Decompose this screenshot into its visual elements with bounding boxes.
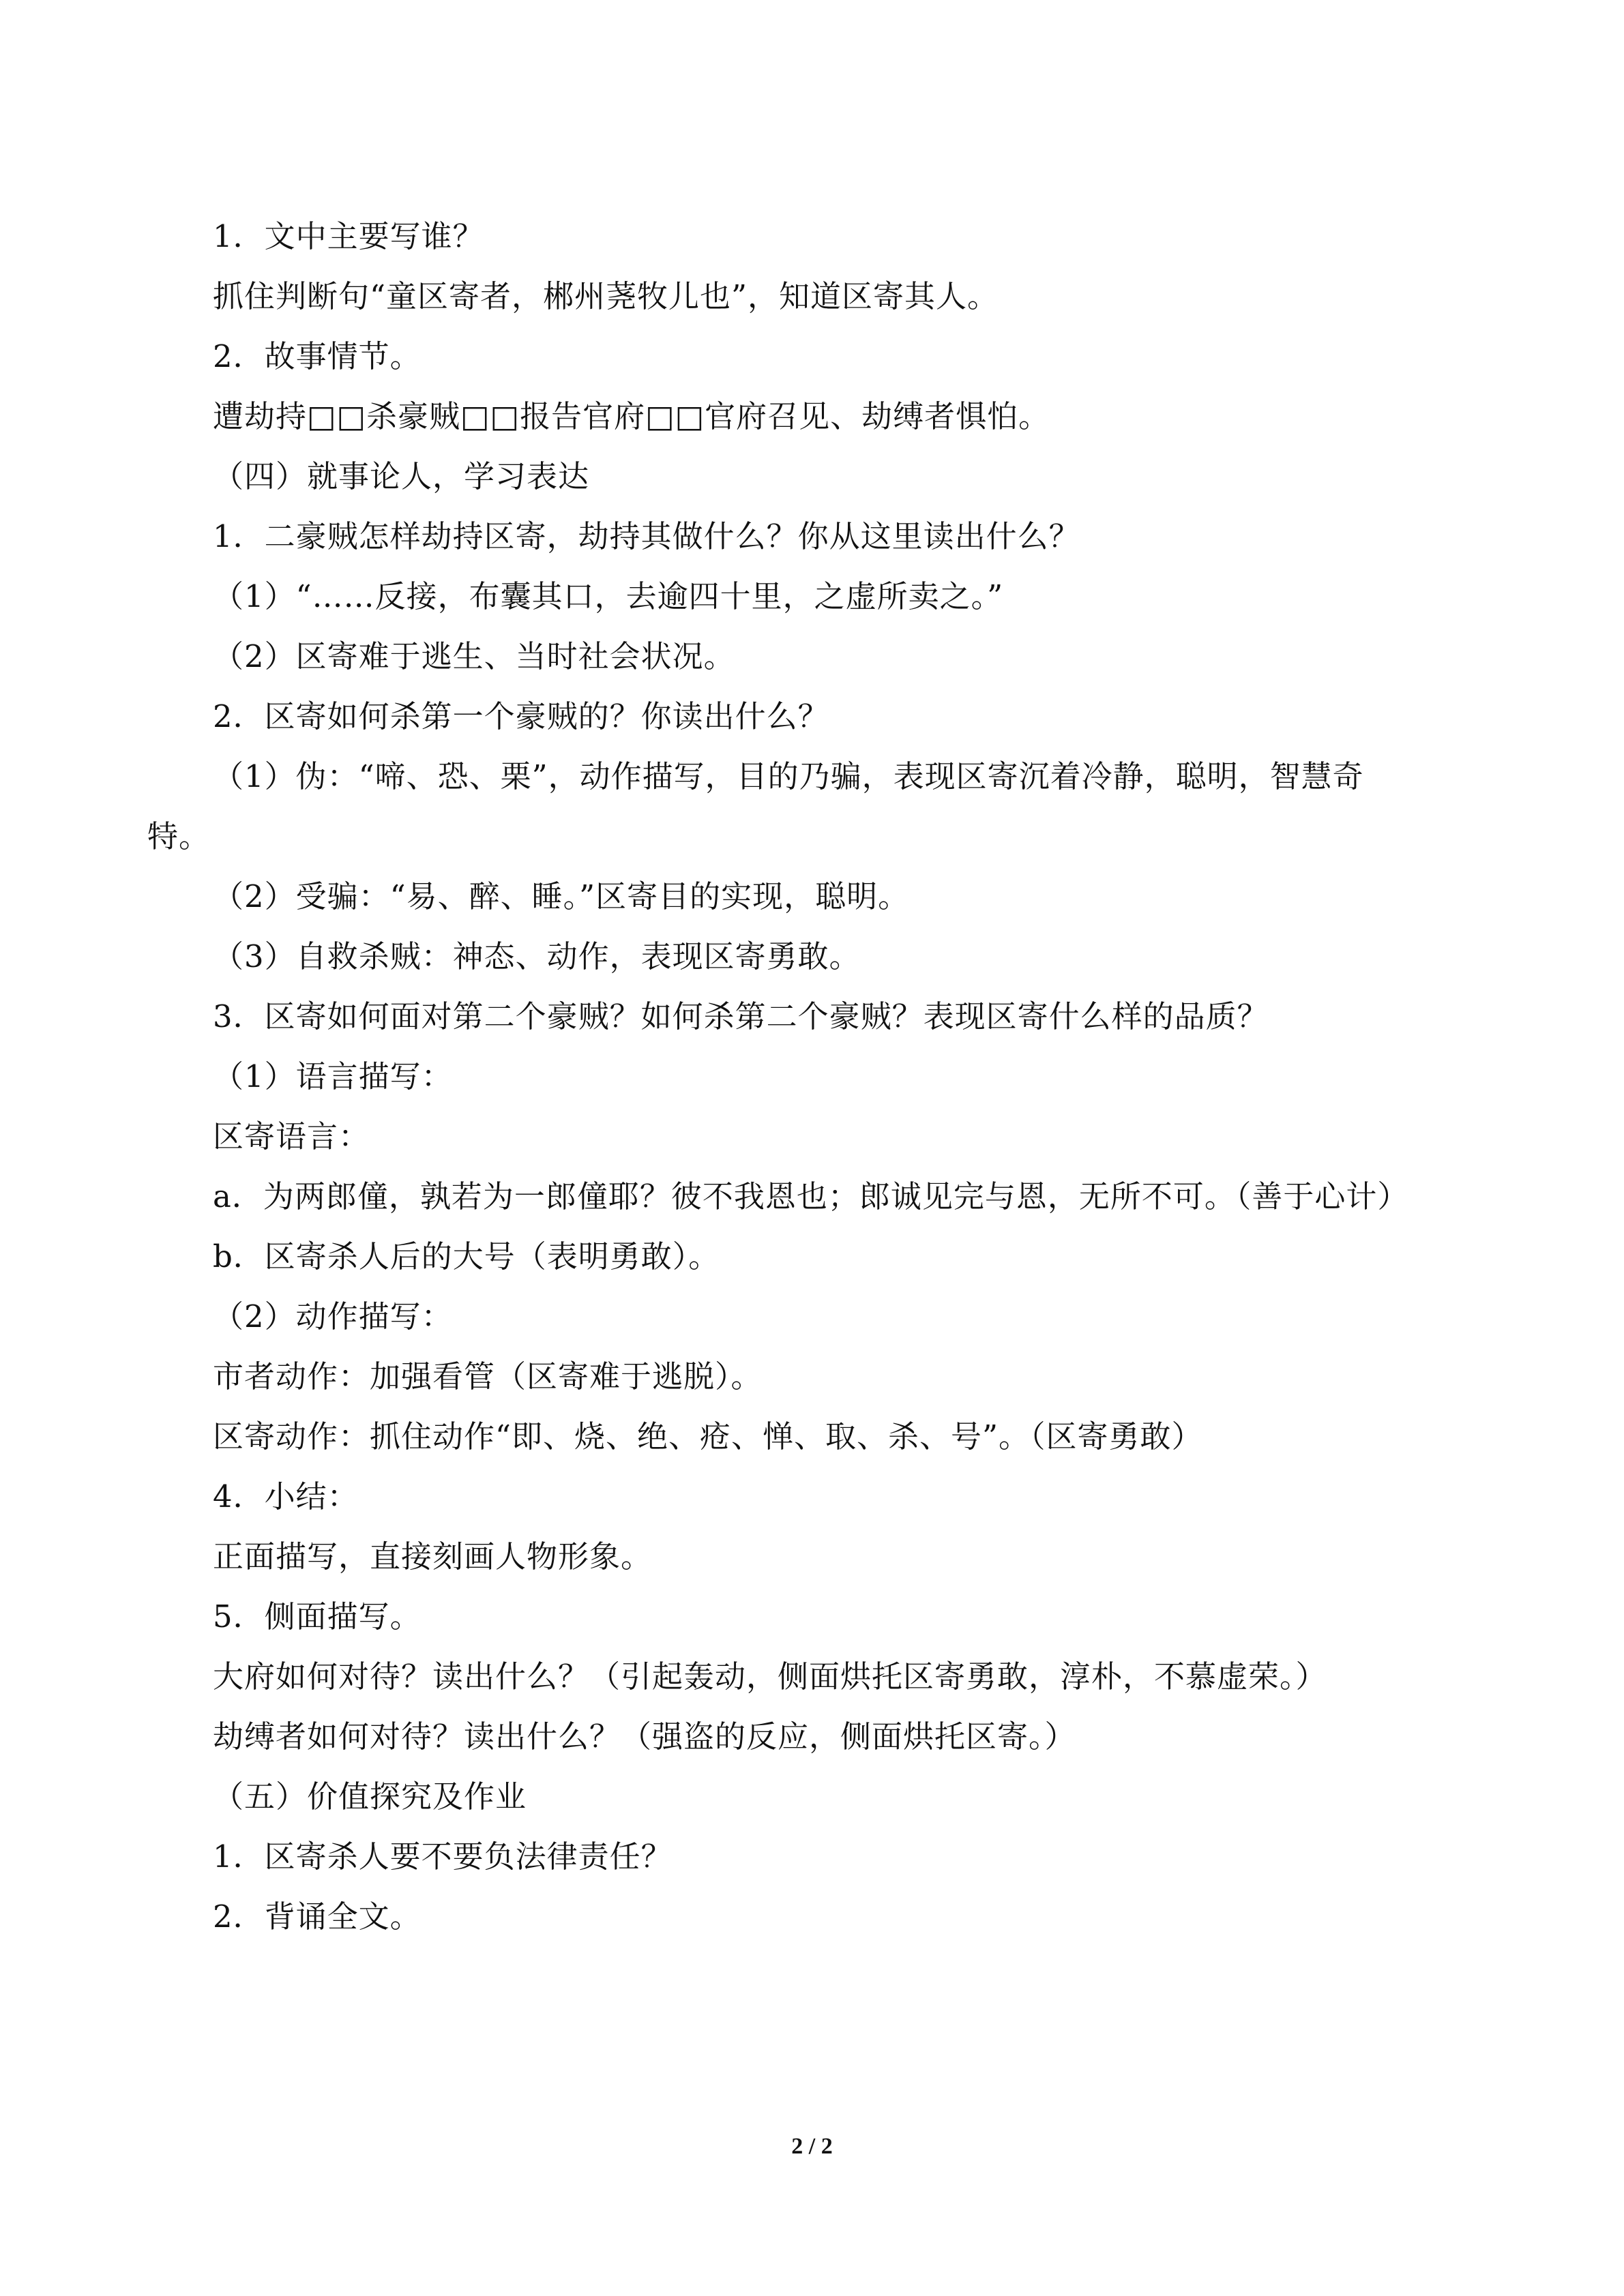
text-line: （2）区寄难于逃生、当时社会状况。	[213, 638, 735, 674]
text-line: （1）伪：“啼、恐、栗”，动作描写，目的乃骗，表现区寄沉着冷静，聪明，智慧奇	[213, 758, 1364, 794]
text-line: 2．区寄如何杀第一个豪贼的？你读出什么？	[213, 698, 829, 734]
section-heading: （四）就事论人，学习表达	[213, 458, 590, 494]
text-line: 区寄语言：	[213, 1118, 370, 1154]
text-line: 4．小结：	[213, 1478, 359, 1515]
text-line: （2）动作描写：	[213, 1298, 453, 1335]
page-number: 2 / 2	[791, 2134, 833, 2159]
text-line: （1）语言描写：	[213, 1058, 453, 1094]
text-line: 大府如何对待？读出什么？（引起轰动，侧面烘托区寄勇敢，淳朴，不慕虚荣。）	[213, 1658, 1327, 1695]
text-line: （2）受骗：“易、醉、睡。”区寄目的实现，聪明。	[213, 878, 910, 914]
text-line: 3．区寄如何面对第二个豪贼？如何杀第二个豪贼？表现区寄什么样的品质？	[213, 998, 1269, 1034]
text-line: 1．区寄杀人要不要负法律责任？	[213, 1838, 673, 1875]
text-line: 5．侧面描写。	[213, 1598, 422, 1635]
text-line: （1）“……反接，布囊其口，去逾四十里，之虚所卖之。”	[213, 578, 1004, 614]
text-line: 区寄动作：抓住动作“即、烧、绝、疮、惮、取、杀、号”。（区寄勇敢）	[213, 1418, 1203, 1455]
text-line: 抓住判断句“童区寄者，郴州荛牧儿也”，知道区寄其人。	[213, 278, 999, 314]
text-line: 正面描写，直接刻画人物形象。	[213, 1538, 653, 1575]
text-line-continuation: 特。	[147, 818, 211, 854]
text-line: 2．背诵全文。	[213, 1898, 422, 1935]
text-line: 遭劫持□□杀豪贼□□报告官府□□官府召见、劫缚者惧怕。	[213, 398, 1050, 434]
text-line: （3）自救杀贼：神态、动作，表现区寄勇敢。	[213, 938, 861, 974]
text-line: 1．二豪贼怎样劫持区寄，劫持其做什么？你从这里读出什么？	[213, 518, 1080, 554]
text-line: 1．文中主要写谁？	[213, 218, 484, 254]
text-line: 劫缚者如何对待？读出什么？（强盗的反应，侧面烘托区寄。）	[213, 1718, 1076, 1755]
text-line: b．区寄杀人后的大号（表明勇敢）。	[213, 1238, 720, 1274]
text-line: a．为两郎僮，孰若为一郎僮耶？彼不我恩也；郎诚见完与恩，无所不可。（善于心计）	[213, 1178, 1409, 1214]
text-line: 2．故事情节。	[213, 338, 422, 374]
section-heading: （五）价值探究及作业	[213, 1778, 527, 1815]
text-line: 市者动作：加强看管（区寄难于逃脱）。	[213, 1358, 763, 1395]
